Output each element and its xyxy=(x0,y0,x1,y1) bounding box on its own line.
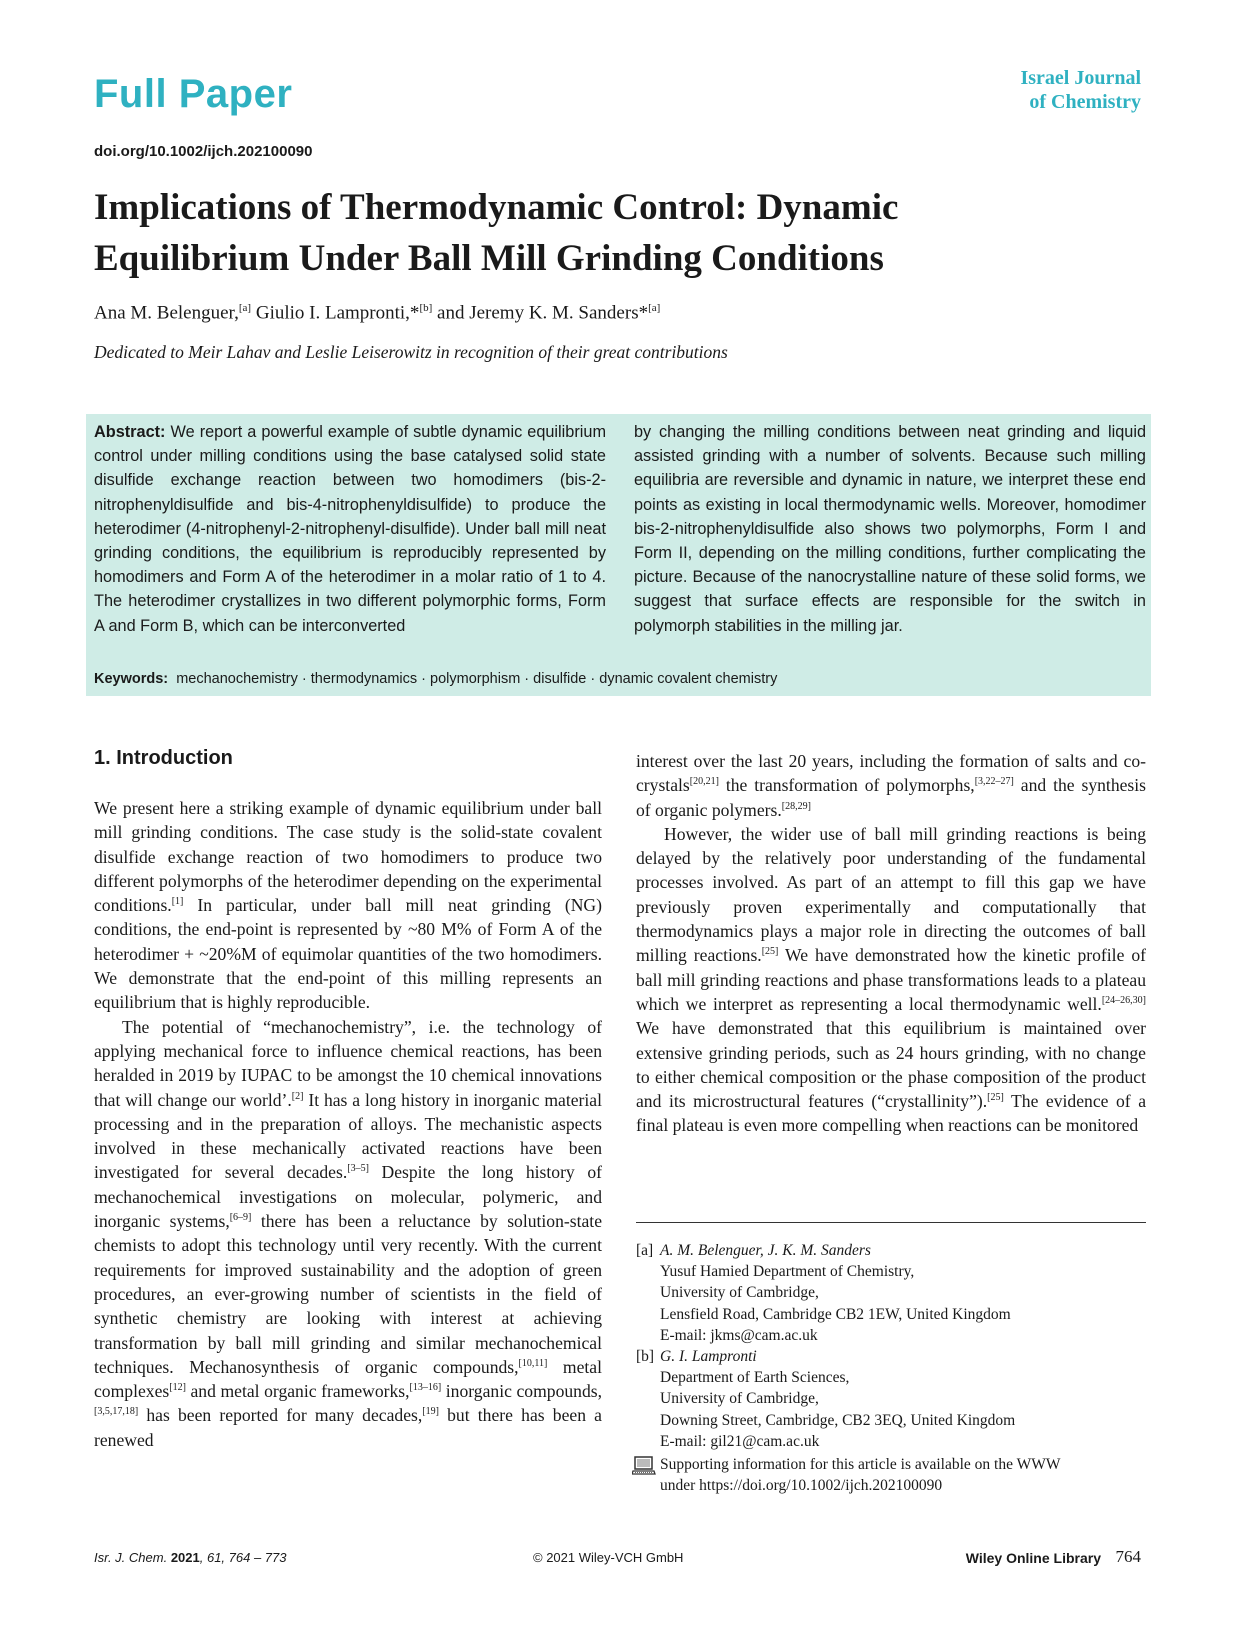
doi-link[interactable]: doi.org/10.1002/ijch.202100090 xyxy=(94,143,313,160)
journal-name-line2: of Chemistry xyxy=(1029,91,1141,113)
footnote-line: Downing Street, Cambridge, CB2 3EQ, United Kingdom xyxy=(660,1411,1016,1429)
citation[interactable]: [3–5] xyxy=(347,1163,369,1175)
section-label: Full Paper xyxy=(94,72,293,116)
author-affiliation: [a] xyxy=(648,302,661,314)
footnote-line: Yusuf Hamied Department of Chemistry, xyxy=(660,1263,915,1281)
citation[interactable]: [13–16] xyxy=(409,1382,442,1394)
article-title xyxy=(94,182,1144,284)
citation[interactable]: [24–26,30] xyxy=(1101,994,1146,1006)
abstract-text-right: by changing the milling conditions between neat grinding and liquid assisted grinding with a number of solvents. Because such milling equilibria are reversible and dynamic in nature, we interpret these end points as existing in local thermodynamic wells. Moreover, homodimer bis-2-nitrophenyldisulfide also shows two polymorphs, Form I and Form II, depending on the milling conditions, further complicating the picture. Because of the nanocrystalline nature of these solid forms, we suggest that surface effects are responsible for the switch in polymorph stabilities in the milling jar. xyxy=(634,423,1146,635)
journal-name-line1: Israel Journal xyxy=(1020,67,1141,89)
citation[interactable]: [12] xyxy=(169,1382,186,1394)
footnote-email[interactable]: E-mail: jkms@cam.ac.uk xyxy=(660,1326,818,1344)
affiliation-footnotes xyxy=(636,1240,1146,1496)
citation[interactable]: [2] xyxy=(291,1090,304,1102)
author-name: and Jeremy K. M. Sanders* xyxy=(432,302,649,324)
dedication: Dedicated to Meir Lahav and Leslie Leiserowitz in recognition of their great contributions xyxy=(94,342,728,362)
footnote-line: University of Cambridge, xyxy=(660,1284,819,1302)
author-affiliation: [b] xyxy=(419,302,433,314)
footer-volume-pages: , 61, 764 – 773 xyxy=(199,1550,287,1565)
footnote-b xyxy=(636,1346,1146,1452)
abstract-text-left: We report a powerful example of subtle dynamic equilibrium control under milling conditions using the base catalysed solid state disulfide exchange reaction between two homodimers (bis-2-nitrophenyldisulfide and bis-4-nitrophenyldisulfide) to produce the heterodimer (4-nitrophenyl-2-nitrophenyl-disulfide). Under ball mill neat grinding conditions, the equilibrium is reproducibly represented by homodimers and Form A of the heterodimer in a molar ratio of 1 to 4. The heterodimer crystallizes in two different polymorphic forms, Form A and Form B, which can be interconverted xyxy=(94,423,606,635)
body-column-right xyxy=(636,749,1146,1138)
footnote-line: Lensfield Road, Cambridge CB2 1EW, United Kingdom xyxy=(660,1305,1011,1323)
author-affiliation: [a] xyxy=(238,302,252,314)
intro-paragraph-4: However, the wider use of ball mill grinding reactions is being delayed by the relatively poor understanding of the fundamental processes involved. As part of an attempt to fill this gap we have previously proven experimentally and computationally that thermodynamics plays a major role in directing the outcomes of ball milling reactions.[25] We have demonstrated how the kinetic profile of ball mill grinding reactions and phase transformations leads to a plateau which we interpret as representing a local thermodynamic well.[24–26,30] We have demonstrated that this equilibrium is maintained over extensive grinding periods, such as 24 hours grinding, with no change to either chemical composition or the phase composition of the product and its microstructural features (“crystallinity”).[25] The evidence of a final plateau is even more compelling when reactions can be monitored xyxy=(636,823,1146,1136)
supporting-info-line1: Supporting information for this article is available on the WWW xyxy=(660,1456,1061,1474)
footnote-line: Department of Earth Sciences, xyxy=(660,1369,850,1387)
keywords-label: Keywords: xyxy=(94,671,169,687)
author-name: Ana M. Belenguer, xyxy=(94,302,239,324)
journal-name xyxy=(1020,66,1141,114)
keywords-list: mechanochemistry · thermodynamics · polymorphism · disulfide · dynamic covalent chemistry xyxy=(176,671,778,687)
author-name: Giulio I. Lampronti,* xyxy=(251,302,420,324)
body-column-left xyxy=(94,796,602,1452)
footnote-label: [a] xyxy=(636,1242,654,1259)
citation[interactable]: [28,29] xyxy=(781,800,811,812)
keywords xyxy=(94,671,777,687)
citation[interactable]: [10,11] xyxy=(518,1357,548,1369)
abstract-right-column xyxy=(634,420,1146,638)
footer-year: 2021 xyxy=(170,1550,200,1565)
title-line-2: Equilibrium Under Ball Mill Grinding Conditions xyxy=(94,238,884,279)
citation[interactable]: [20,21] xyxy=(689,776,719,788)
footnote-email[interactable]: E-mail: gil21@cam.ac.uk xyxy=(660,1432,820,1450)
footnote-names: A. M. Belenguer, J. K. M. Sanders xyxy=(660,1242,871,1259)
intro-paragraph-1: We present here a striking example of dynamic equilibrium under ball mill grinding conditions. The case study is the solid-state covalent disulfide exchange reaction of two homodimers to produce two different polymorphs of the heterodimer depending on the experimental conditions.[1] In particular, under ball mill neat grinding (NG) conditions, the end-point is represented by ~80 M% of Form A of the heterodimer + ~20%M of equimolar quantities of the two homodimers. We demonstrate that the end-point of this milling represents an equilibrium that is highly reproducible. xyxy=(94,798,602,1013)
citation[interactable]: [25] xyxy=(761,946,779,958)
citation[interactable]: [6–9] xyxy=(229,1212,252,1224)
footnote-a xyxy=(636,1240,1146,1346)
footnote-names: G. I. Lampronti xyxy=(660,1348,757,1366)
footnote-line: University of Cambridge, xyxy=(660,1390,819,1408)
citation[interactable]: [3,5,17,18] xyxy=(94,1406,139,1418)
citation[interactable]: [19] xyxy=(422,1406,439,1418)
copyright: © 2021 Wiley-VCH GmbH xyxy=(533,1550,684,1565)
intro-paragraph-3: interest over the last 20 years, including the formation of salts and co-crystals[20,21] the transformation of polymorphs,[3,22–27] and the synthesis of organic polymers.[28,29] xyxy=(636,751,1147,820)
citation-footer xyxy=(94,1550,287,1565)
intro-paragraph-2: The potential of “mechanochemistry”, i.e. the technology of applying mechanical force to influence chemical reactions, has been heralded in 2019 by IUPAC to be amongst the 10 chemical innovations that will change our world’.[2] It has a long history in inorganic material processing and in the preparation of alloys. The mechanistic aspects involved in these mechanically activated reactions have been investigated for several decades.[3–5] Despite the long history of mechanochemical investigations on molecular, polymeric, and inorganic systems,[6–9] there has been a reluctance by solution-state chemists to adopt this technology until very recently. With the current requirements for improved sustainability and the adoption of green procedures, an ever-growing number of scientists in the field of synthetic chemistry are looking with interest at achieving transformation by ball mill grinding and similar mechanochemical techniques. Mechanosynthesis of organic compounds,[10,11] metal complexes[12] and metal organic frameworks,[13–16] inorganic compounds,[3,5,17,18] has been reported for many decades,[19] but there has been a renewed xyxy=(94,1016,602,1450)
computer-icon xyxy=(632,1456,656,1482)
citation[interactable]: [3,22–27] xyxy=(974,776,1014,788)
section-heading-introduction: 1. Introduction xyxy=(94,747,233,769)
wiley-online-library-link[interactable]: Wiley Online Library xyxy=(965,1550,1101,1566)
abstract-label: Abstract: xyxy=(94,423,166,441)
abstract-left-column xyxy=(94,420,606,638)
supporting-info-note xyxy=(636,1454,1146,1496)
citation[interactable]: [25] xyxy=(987,1092,1004,1104)
page-number: 764 xyxy=(1115,1547,1141,1566)
footnote-label: [b] xyxy=(636,1348,655,1366)
supporting-info-link[interactable]: under https://doi.org/10.1002/ijch.202100090 xyxy=(660,1477,943,1495)
footnote-divider xyxy=(636,1222,1146,1223)
author-list xyxy=(94,302,660,324)
title-line-1: Implications of Thermodynamic Control: Dynamic xyxy=(94,187,899,228)
journal-abbrev: Isr. J. Chem. xyxy=(94,1550,168,1565)
citation[interactable]: [1] xyxy=(171,896,184,908)
